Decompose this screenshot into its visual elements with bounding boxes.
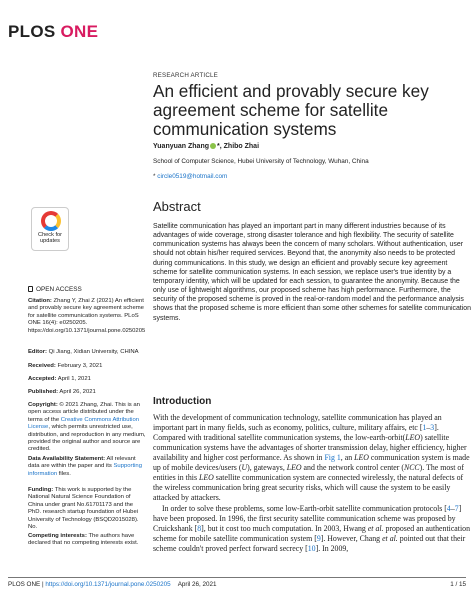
copyright-pre: © 2021 Zhang, Zhai. This is an open access article distributed under the terms of the	[28, 402, 140, 423]
affiliation: School of Computer Science, Hubei University of Technology, Wuhan, China	[153, 158, 369, 165]
editor-block	[28, 349, 146, 356]
published-block	[28, 389, 146, 396]
ref-link[interactable]: 1	[422, 423, 427, 433]
intro-p1-seg: and the network control center (	[301, 463, 404, 473]
accepted-block	[28, 376, 146, 383]
ref-link[interactable]: 7	[454, 504, 459, 513]
open-lock-icon	[28, 286, 33, 292]
ref-link[interactable]: 10	[307, 544, 316, 554]
received-text: February 3, 2021	[55, 363, 103, 369]
copyright-label: Copyright:	[28, 402, 58, 408]
data-availability-block	[28, 456, 146, 478]
intro-p1-seg: ), gateways,	[247, 463, 287, 473]
intro-p1-italic: LEO	[354, 453, 369, 463]
journal-logo[interactable]	[8, 22, 98, 42]
intro-p1-seg: With the development of communication technology, satellite communication has played an important part in many fields, such as economy, politics, culture, military affairs, etc [	[153, 413, 442, 433]
corresponding-email[interactable]	[153, 173, 227, 180]
received-label: Received:	[28, 363, 56, 369]
footer-left	[8, 581, 217, 588]
ref-link[interactable]: 4	[446, 504, 451, 513]
intro-paragraph-2	[153, 504, 473, 554]
intro-p1-seg: satellite communication system are connected wirelessly, the natural defects of the wireless communication bring great security risks, which will cause the system to be easily attacked by attackers.	[153, 473, 464, 503]
intro-p1-italic: LEO	[286, 463, 302, 473]
citation-label: Citation:	[28, 298, 52, 304]
email-link[interactable]: circle0519@hotmail.com	[157, 173, 228, 180]
intro-p2-seg: ], but it cost too much computation. In 2003, Hwang	[201, 524, 368, 534]
logo-one: ONE	[60, 22, 99, 41]
footer-journal: PLOS ONE	[8, 581, 41, 588]
article-type: RESEARCH ARTICLE	[153, 72, 218, 79]
intro-p2-seg: ]. In 2009,	[315, 544, 349, 554]
intro-p1-italic: LEO	[405, 433, 421, 443]
intro-p2-seg: In order to solve these problems, some low-Earth-orbit satellite communication protocols [	[162, 504, 447, 513]
citation-text: Zhang Y, Zhai Z (2021) An efficient and provably secure key agreement scheme for satellite communication systems. PLoS ONE 16(4): e0250205. https://doi.org/10.1371/journal.pone.0250205	[28, 298, 146, 334]
funding-block	[28, 487, 146, 531]
article-title: An efficient and provably secure key agreement scheme for satellite communication systems	[153, 81, 429, 139]
copyright-post: , which permits unrestricted use, distribution, and reproduction in any medium, provided the original author and source are credited.	[28, 424, 146, 453]
crossmark-icon	[41, 211, 61, 231]
data-label: Data Availability Statement:	[28, 456, 106, 462]
license-link[interactable]: Creative Commons Attribution License	[28, 416, 139, 431]
author-1-marks: *	[217, 143, 220, 150]
competing-text: The authors have declared that no competing interests exist.	[28, 533, 139, 547]
footer-doi-link[interactable]: https://doi.org/10.1371/journal.pone.0250205	[45, 581, 171, 588]
received-block	[28, 363, 146, 370]
intro-paragraph-1	[153, 413, 473, 503]
author-1[interactable]: Yuanyuan Zhang	[153, 143, 210, 150]
introduction-heading: Introduction	[153, 396, 212, 407]
competing-label: Competing interests:	[28, 533, 87, 539]
accepted-label: Accepted:	[28, 376, 57, 382]
intro-p2-seg: proposed an authentication scheme for mobile satellite communication system [	[153, 524, 470, 544]
ref-link[interactable]: 3	[430, 423, 435, 433]
abstract-text: Satellite communication has played an important part in many different industries because of its advantages of wide coverage, strong disaster tolerance and high flexibility. The security of satellite communication systems has always been the concern of many scholars. Without authentication, user should not obtain his/her required services. Beyond that, the anonymity also needs to be protected during communications. In this study, we design an efficient and provably secure key agreement scheme for satellite communication systems. In each session, we replace user's true identity by a temporary identity, which will be updated for each session, to guarantee the anonymity. Because the only use of lightweight algorithms, our proposed scheme has high performance. Furthermore, the security of the proposed scheme is proved in the real-or-random model and the performance analysis shows that the proposed scheme is more efficient than some other schemes for satellite communication systems.	[153, 223, 471, 322]
email-mark: *	[153, 173, 156, 180]
intro-p1-seg: ) satellite communication systems have the advantages of shorter transmission delay, higher efficiency, higher availability and higher cost performance. As shown in	[153, 433, 467, 463]
intro-p1-seg: ]. Compared with traditional satellite communication systems, the low-earth-orbit(	[153, 423, 439, 443]
open-access-text: OPEN ACCESS	[36, 286, 82, 293]
intro-p1-seg: , an	[340, 453, 355, 463]
check-for-updates-label	[32, 232, 68, 244]
data-post: files.	[57, 470, 71, 477]
page-footer	[8, 577, 466, 589]
data-pre: All relevant data are within the paper and its	[28, 456, 136, 470]
open-access-label	[28, 286, 82, 293]
intro-p1-italic: LEO	[198, 473, 214, 483]
ref-link[interactable]: 8	[197, 524, 202, 534]
competing-interests-block	[28, 533, 146, 548]
intro-p2-seg: –	[450, 504, 455, 513]
published-label: Published:	[28, 389, 59, 395]
editor-label: Editor:	[28, 349, 47, 355]
figure-link[interactable]: Fig 1	[324, 453, 341, 463]
author-2[interactable]: , Zhibo Zhai	[219, 143, 260, 150]
intro-p2-italic: et al.	[367, 524, 384, 534]
page-number: 1 / 15	[450, 581, 466, 588]
orcid-icon[interactable]	[210, 143, 216, 149]
intro-p1-seg: –	[426, 423, 431, 433]
supporting-info-link[interactable]: Supporting information	[28, 463, 142, 477]
footer-date: April 26, 2021	[177, 581, 217, 588]
accepted-text: April 1, 2021	[56, 376, 91, 382]
funding-label: Funding:	[28, 487, 54, 493]
intro-p2-italic: et al.	[382, 534, 398, 544]
copyright-block	[28, 402, 146, 454]
badge-line-2: updates	[40, 238, 60, 245]
logo-plos: PLOS	[8, 22, 56, 41]
intro-p1-seg: ). The most of entities in this	[153, 463, 464, 483]
intro-p2-seg: ]. However, Chang	[320, 534, 383, 544]
intro-p1-italic: U	[241, 463, 248, 473]
footer-separator: |	[40, 581, 46, 588]
author-list	[153, 143, 259, 150]
intro-p2-seg: pointed out that their scheme couldn't proved perfect forward secrecy [	[153, 534, 466, 554]
citation-block	[28, 298, 146, 335]
intro-p2-seg: ] have been proposed. In 1996, the first security satellite communication scheme was proposed by Cruickshank [	[153, 504, 462, 534]
intro-p1-italic: NCC	[403, 463, 420, 473]
badge-line-1: Check for	[38, 232, 62, 238]
funding-text: This work is supported by the National Natural Science Foundation of China under grant No.61701173 and the PhD. research startup foundation of Hubei University of Technology (BSQD2015028). No.	[28, 487, 139, 531]
published-text: April 26, 2021	[58, 389, 96, 395]
abstract-heading: Abstract	[153, 199, 201, 214]
ref-link[interactable]: 9	[316, 534, 321, 544]
check-for-updates-badge[interactable]	[31, 207, 69, 251]
intro-p1-seg: communication system is made up of mobile devices/users (	[153, 453, 470, 473]
editor-text: Qi Jiang, Xidian University, CHINA	[46, 349, 139, 355]
